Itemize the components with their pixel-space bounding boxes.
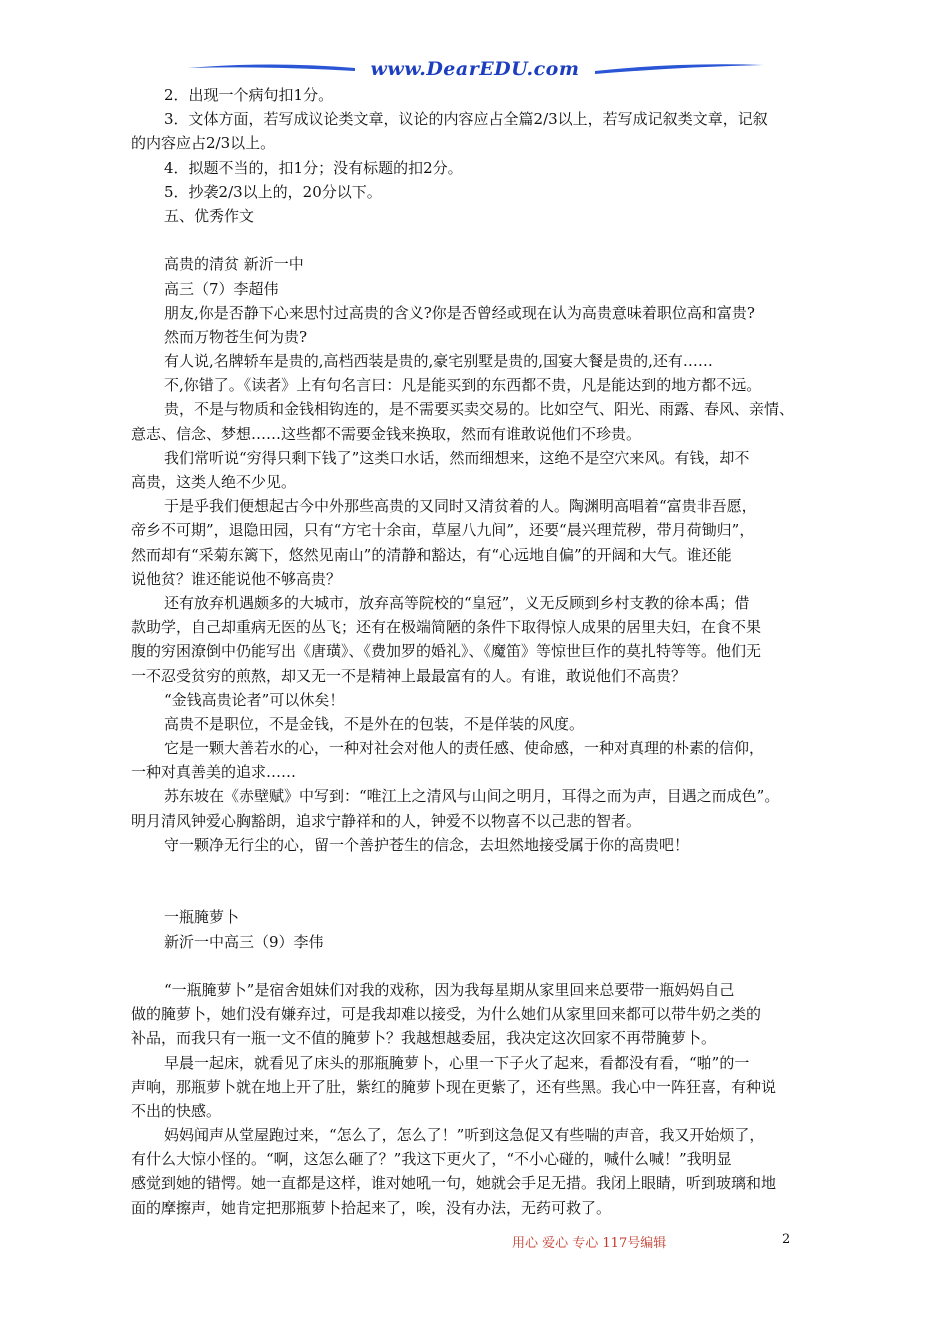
text-line: 贵，不是与物质和金钱相钩连的，是不需要买卖交易的。比如空气、阳光、雨露、春风、亲情、 [164, 400, 795, 419]
blank-line [131, 954, 825, 978]
blank-line [131, 857, 825, 881]
text-line: 一种对真善美的追求…… [131, 763, 297, 782]
text-line: 明月清风钟爱心胸豁朗，追求宁静祥和的人，钟爱不以物喜不以己悲的智者。 [131, 811, 642, 830]
text-line: 还有放弃机遇颇多的大城市，放弃高等院校的“皇冠”，义无反顾到乡村支教的徐本禹；借 [164, 593, 750, 612]
text-line: 说他贫？谁还能说他不够高贵？ [131, 569, 342, 588]
text-line: 补品，而我只有一瓶一文不值的腌萝卜？我越想越委屈，我决定这次回家不再带腌萝卜。 [131, 1029, 717, 1048]
text-line: 妈妈闻声从堂屋跑过来，“怎么了，怎么了！”听到这急促又有些喘的声音，我又开始烦了， [164, 1126, 765, 1145]
text-line: 帝乡不可期”，退隐田园，只有“方宅十余亩，草屋八九间”，还要“晨兴理荒秽，带月荷锄归”， [131, 521, 755, 540]
text-line: 守一颗净无行尘的心，留一个善护苍生的信念，去坦然地接受属于你的高贵吧！ [164, 835, 690, 854]
page-number: 2 [782, 1232, 791, 1247]
text-line: 腹的穷困潦倒中仍能写出《唐璜》、《费加罗的婚礼》、《魔笛》等惊世巨作的莫扎特等等。他们无 [131, 642, 762, 661]
text-line: 然而万物苍生何为贵? [164, 327, 308, 346]
text-line: 早晨一起床，就看见了床头的那瓶腌萝卜，心里一下子火了起来，看都没有看，“啪”的一 [164, 1053, 750, 1072]
text-line: “金钱高贵论者”可以休矣！ [164, 690, 345, 709]
text-line: 2．出现一个病句扣1分。 [164, 86, 334, 104]
text-line: 苏东坡在《赤壁赋》中写到：“唯江上之清风与山间之明月，耳得之而为声，目遇之而成色”。 [164, 787, 780, 806]
site-header [180, 56, 770, 84]
text-line: 5．抄袭2/3以上的，20分以下。 [164, 182, 382, 201]
text-line: 然而却有“采菊东篱下，悠然见南山”的清静和豁达，有“心远地自偏”的开阔和大气。谁还能 [131, 545, 732, 564]
text-line: 高三（7）李超伟 [164, 279, 279, 298]
text-line: 高贵，这类人绝不少见。 [131, 473, 297, 491]
text-line: 不出的快感。 [131, 1101, 222, 1120]
text-line: 一不忍受贫穷的煎熬，却又无一不是精神上最最富有的人。有谁，敢说他们不高贵？ [131, 666, 687, 685]
text-line: 高贵不是职位，不是金钱，不是外在的包装，不是佯装的风度。 [164, 714, 585, 733]
blank-line [131, 228, 825, 252]
text-line: 有什么大惊小怪的。“啊，这怎么砸了？”我这下更火了，“不小心碰的，喊什么喊！”我明显 [131, 1150, 732, 1169]
text-line: 面的摩擦声，她肯定把那瓶萝卜拾起来了，唉，没有办法，无药可救了。 [131, 1198, 612, 1217]
text-line: 我们常听说“穷得只剩下钱了”这类口水话，然而细想来，这绝不是空穴来风。有钱，却不 [164, 448, 750, 467]
text-line: 有人说,名牌轿车是贵的,高档西装是贵的,豪宅别墅是贵的,国宴大餐是贵的,还有…… [164, 352, 713, 371]
text-line: 新沂一中高三（9）李伟 [164, 932, 324, 951]
site-url[interactable]: www.DearEDU.com [370, 58, 580, 80]
text-line: 做的腌萝卜，她们没有嫌弃过，可是我却难以接受，为什么她们从家里回来都可以带牛奶之类的 [131, 1005, 762, 1024]
text-line: 款助学，自己却重病无医的丛飞；还有在极端简陋的条件下取得惊人成果的居里夫妇，在食不果 [131, 618, 762, 637]
text-line: 五、优秀作文 [164, 206, 255, 225]
text-line: 声响，那瓶萝卜就在地上开了肚，紫红的腌萝卜现在更紫了，还有些黑。我心中一阵狂喜，有种说 [131, 1077, 777, 1096]
text-line: 一瓶腌萝卜 [164, 908, 240, 927]
text-line: 朋友,你是否静下心来思忖过高贵的含义?你是否曾经或现在认为高贵意味着职位高和富贵? [164, 303, 755, 322]
text-line: 4．拟题不当的，扣1分；没有标题的扣2分。 [164, 158, 463, 177]
text-line: 3．文体方面，若写成议论类文章，议论的内容应占全篇2/3以上，若写成记叙类文章，记叙 [164, 110, 768, 129]
text-line: 不,你错了。《读者》上有句名言曰：凡是能买到的东西都不贵，凡是能达到的地方都不远。 [164, 376, 762, 395]
text-line: 的内容应占2/3以上。 [131, 134, 276, 153]
text-line: 于是乎我们便想起古今中外那些高贵的又同时又清贫着的人。陶渊明高唱着“富贵非吾愿， [164, 497, 757, 516]
text-line: 意志、信念、梦想……这些都不需要金钱来换取，然而有谁敢说他们不珍贵。 [131, 424, 642, 443]
blank-line [131, 881, 825, 905]
text-line: “一瓶腌萝卜”是宿舍姐妹们对我的戏称，因为我每星期从家里回来总要带一瓶妈妈自己 [164, 980, 735, 999]
document-body [131, 83, 825, 1220]
text-line: 它是一颗大善若水的心，一种对社会对他人的责任感、使命感，一种对真理的朴素的信仰， [164, 739, 765, 758]
text-line: 高贵的清贫 新沂一中 [164, 255, 304, 274]
footer-slogan: 用心 爱心 专心 117号编辑 [512, 1236, 667, 1251]
text-line: 感觉到她的错愕。她一直都是这样，谁对她吼一句，她就会手足无措。我闭上眼睛，听到玻璃和地 [131, 1174, 777, 1193]
